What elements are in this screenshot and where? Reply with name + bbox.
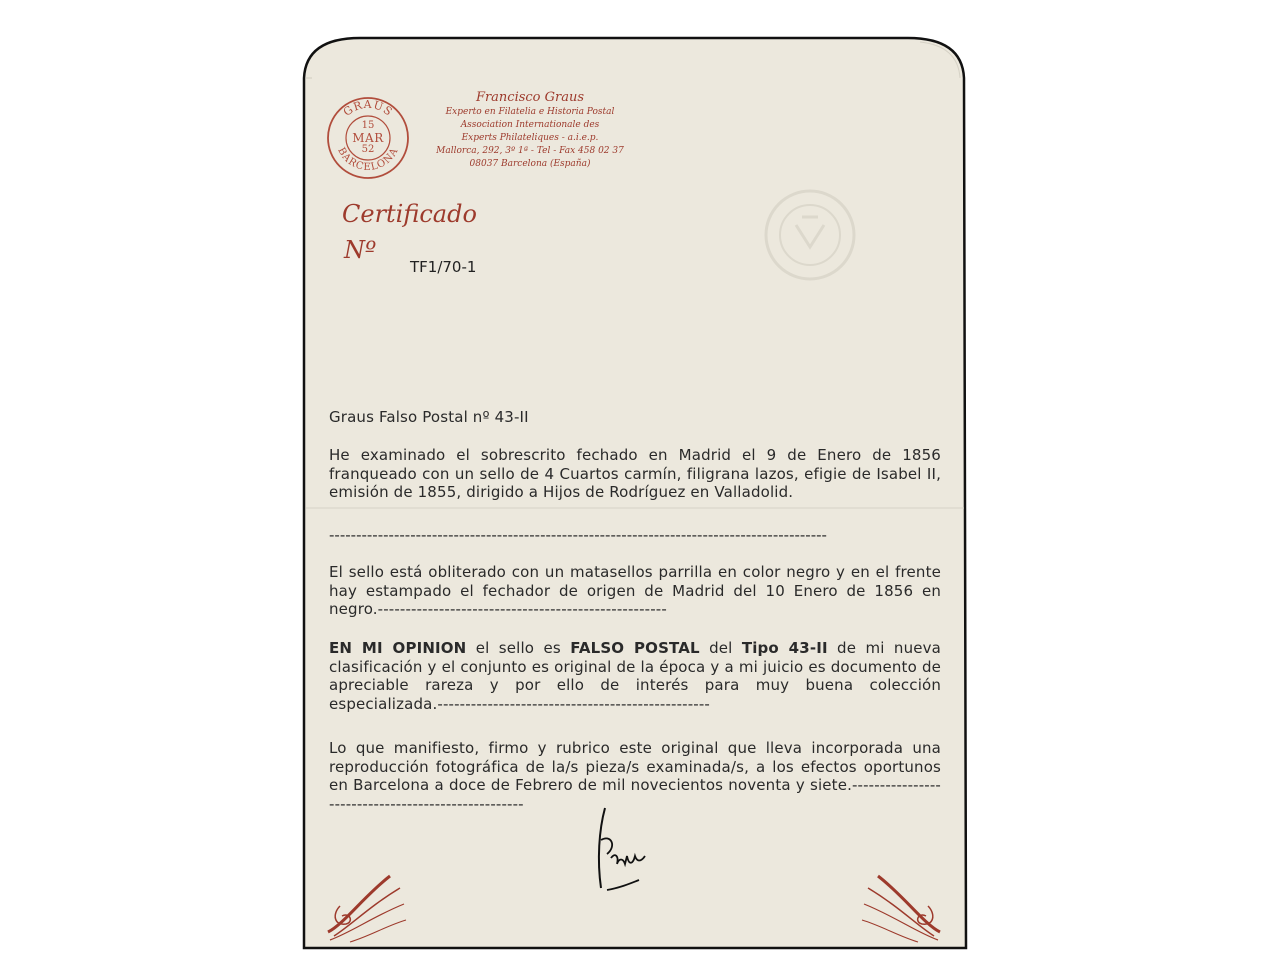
seal-top-text: GRAUS bbox=[340, 97, 396, 119]
letterhead-name: Francisco Graus bbox=[475, 90, 585, 105]
letterhead-line: Experto en Filatelia e Historia Postal bbox=[445, 107, 615, 117]
falso-postal-reference: Graus Falso Postal nº 43-II bbox=[329, 408, 529, 426]
paragraph-cancellation: El sello está obliterado con un matasellos parrilla en color negro y en el frente hay estampado el fechador de origen de Madrid del 10 Enero de 1856 en negro.---------------------------------------------------- bbox=[329, 563, 941, 618]
letterhead-line: Association Internationale des bbox=[460, 120, 600, 130]
handwritten-signature bbox=[585, 800, 655, 895]
opinion-verdict: FALSO POSTAL bbox=[570, 639, 700, 657]
opinion-text: de mi nueva clasificación y el conjunto es original de la época y a mi juicio es documento de apreciable rareza y por ello de interés para muy buena colección especializada.------------------------------------------------- bbox=[329, 639, 941, 713]
letterhead bbox=[400, 90, 660, 171]
seal-date bbox=[326, 96, 410, 180]
separator-line: -------------------------------------------------------------------------------------------- bbox=[329, 526, 827, 544]
corner-flourish-right bbox=[858, 866, 948, 946]
opinion-heading: EN MI OPINION bbox=[329, 639, 467, 657]
paragraph-attestation: Lo que manifiesto, firmo y rubrico este original que lleva incorporada una reproducción fotográfica de la/s pieza/s examinada/s, a los efectos oportunos en Barcelona a doce de Febrero de mil novecientos noventa y siete.--------------------------------------------------- bbox=[329, 739, 941, 813]
letterhead-line: Experts Philateliques - a.i.e.p. bbox=[461, 133, 599, 143]
certificate-number-label: Nº bbox=[344, 236, 377, 264]
letterhead-line: 08037 Barcelona (España) bbox=[469, 159, 591, 169]
embossed-seal bbox=[760, 185, 860, 285]
seal-day: 15 bbox=[361, 120, 375, 131]
paragraph-description: He examinado el sobrescrito fechado en Madrid el 9 de Enero de 1856 franqueado con un sello de 4 Cuartos carmín, filigrana lazos, efigie de Isabel II, emisión de 1855, dirigido a Hijos de Rodríguez en Valladolid. bbox=[329, 446, 941, 501]
certificate-number: TF1/70-1 bbox=[410, 258, 477, 276]
opinion-type: Tipo 43-II bbox=[741, 639, 828, 657]
corner-flourish-left bbox=[320, 866, 410, 946]
opinion-text: del bbox=[699, 639, 742, 657]
paragraph-opinion bbox=[329, 639, 941, 713]
seal-month: MAR bbox=[352, 131, 384, 145]
certificate-label: Certificado bbox=[342, 200, 477, 228]
seal-bottom-text: BARCELONA bbox=[335, 145, 401, 174]
opinion-text: el sello es bbox=[466, 639, 571, 657]
seal-year: 52 bbox=[361, 144, 375, 155]
letterhead-line: Mallorca, 292, 3º 1ª - Tel - Fax 458 02 37 bbox=[436, 146, 624, 156]
